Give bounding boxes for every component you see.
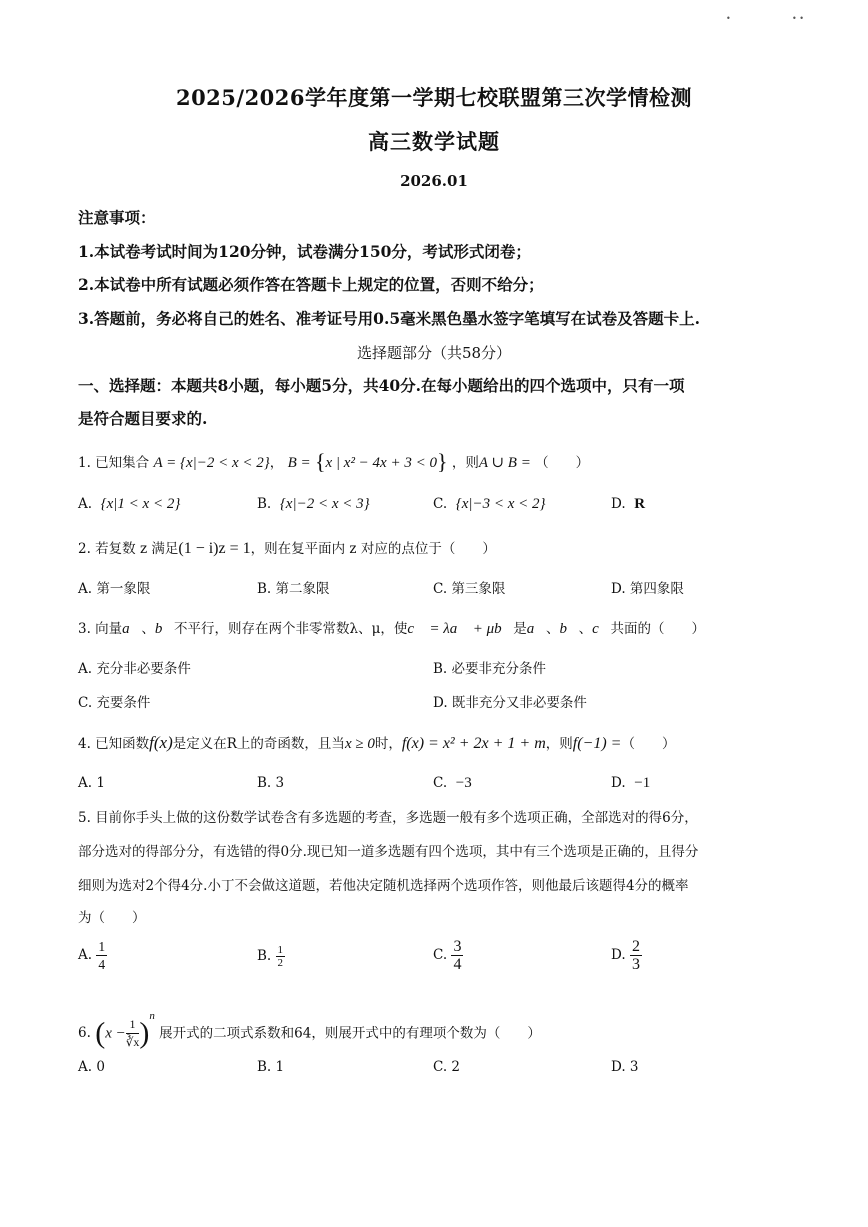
question-5-line-2: 部分选对的得部分分，有选错的得0分.现已知一道多选题有四个选项，其中有三个选项是正确的，且得分 [78, 844, 699, 860]
q5-option-d[interactable] [611, 938, 642, 973]
text-fragment: {x|−3 < x < 2} [455, 496, 546, 512]
question-1 [78, 449, 590, 474]
q5-fraction-d [630, 938, 642, 973]
notice-heading: 注意事项： [78, 208, 156, 227]
q2-option-a[interactable]: A. 第一象限 [78, 581, 151, 597]
question-6 [78, 1006, 541, 1051]
q2-expression: (1 − i)z = 1 [178, 540, 251, 557]
text-fragment: 3 [453, 938, 462, 955]
q1-separator: ， [269, 455, 284, 471]
notice-item-1: 1.本试卷考试时间为120分钟，试卷满分150分，考试形式闭卷； [78, 242, 531, 261]
q1-option-d[interactable] [611, 494, 645, 514]
corner-mark: • • [792, 14, 804, 23]
question-5-line-1: 5. 目前你手头上做的这份数学试卷含有多选题的考查，多选题一般有多个选项正确，全部选对的得6分， [78, 810, 698, 826]
q2-option-d[interactable]: D. 第四象限 [611, 581, 684, 597]
text-fragment: 6. [78, 1025, 91, 1041]
text-fragment: C. [433, 775, 448, 791]
q1-option-c[interactable] [433, 494, 546, 514]
text-fragment: 时， [374, 736, 402, 752]
q4-function: f(x) [149, 733, 173, 752]
corner-mark: • [726, 14, 731, 23]
text-fragment: B. [257, 948, 272, 964]
section-heading-line2: 是符合题目要求的. [78, 409, 208, 428]
text-fragment: D. [611, 496, 626, 512]
text-fragment: 、 [545, 621, 560, 637]
text-fragment: ∛x [125, 1035, 140, 1049]
q6-option-b[interactable]: B. 1 [257, 1059, 285, 1075]
exam-subtitle: 高三数学试题 [368, 129, 500, 154]
text-fragment: 4 [98, 957, 106, 972]
text-fragment: {x|−2 < x < 3} [279, 496, 370, 512]
text-fragment: D. [611, 947, 626, 963]
text-fragment: {x|1 < x < 2} [100, 496, 181, 512]
q3-expression: c⃗ = λa⃗ + μb⃗ [407, 621, 514, 637]
q1-brace-right: } [436, 449, 448, 474]
text-fragment: 2 [631, 938, 640, 955]
notice-item-3: 3.答题前，务必将自己的姓名、准考证号用0.5毫米黑色墨水签字笔填写在试卷及答题卡上. [78, 309, 701, 328]
text-fragment: 不平行，则存在两个非零常数λ、μ，使 [174, 621, 408, 637]
q5-fraction-a [96, 938, 107, 973]
q6-paren-right: ) [139, 1016, 150, 1050]
q6-tail: 展开式的二项式系数和64，则展开式中的有理项个数为（ ） [159, 1025, 541, 1042]
q2-tail: ，则在复平面内 z 对应的点位于（ ） [250, 541, 496, 557]
q6-option-a[interactable]: A. 0 [78, 1059, 105, 1075]
q4-option-c[interactable] [433, 773, 472, 793]
q1-prefix: 1. 已知集合 [78, 455, 150, 471]
q1-set-b-body: x | x² − 4x + 3 < 0 [325, 455, 437, 471]
text-fragment: A. [78, 496, 93, 512]
q3-option-d[interactable]: D. 既非充分又非必要条件 [433, 695, 587, 711]
text-fragment: 是 [513, 621, 527, 637]
q5-option-c[interactable] [433, 938, 463, 973]
q1-option-b[interactable] [257, 494, 370, 514]
q6-option-d[interactable]: D. 3 [611, 1059, 639, 1075]
text-fragment: −1 [634, 775, 651, 791]
text-fragment: 1 [98, 939, 106, 954]
text-fragment: B. [257, 496, 272, 512]
exam-date: 2026.01 [400, 172, 468, 190]
text-fragment: （ ） [621, 736, 676, 752]
q2-prefix: 2. 若复数 z 满足 [78, 541, 179, 557]
q1-brace-left: { [314, 449, 326, 474]
vector-a: a⃗ [122, 621, 142, 637]
text-fragment: 2 [277, 957, 284, 969]
text-fragment: D. [611, 775, 626, 791]
text-fragment: 4. 已知函数 [78, 736, 150, 752]
q1-option-a[interactable] [78, 494, 180, 514]
q6-term-x: x − [105, 1025, 126, 1042]
exam-title: 2025/2026学年度第一学期七校联盟第三次学情检测 [175, 85, 693, 110]
q6-fraction [126, 1016, 140, 1051]
question-5-line-3: 细则为选对2个得4分.小丁不会做这道题，若他决定随机选择两个选项作答，则他最后该题得4分的概率 [78, 878, 689, 894]
text-fragment: 共面的（ ） [610, 621, 705, 637]
q3-option-a[interactable]: A. 充分非必要条件 [78, 661, 191, 677]
text-fragment: 、 [578, 621, 593, 637]
q4-option-d[interactable] [611, 773, 650, 793]
q1-tail: ，则 [451, 455, 479, 471]
text-fragment: 、 [141, 621, 155, 637]
q5-option-a[interactable] [78, 938, 107, 973]
text-fragment: 是定义在R上的奇函数，且当 [172, 736, 345, 752]
question-2 [78, 539, 496, 559]
text-fragment: 4 [453, 956, 462, 973]
question-4 [78, 733, 675, 754]
q1-set-a: A = {x|−2 < x < 2} [153, 455, 270, 471]
text-fragment: a⃗ [526, 621, 546, 637]
q1-answer-paren: （ ） [535, 455, 590, 471]
question-5-line-4: 为（ ） [78, 910, 146, 926]
text-fragment: C. [433, 496, 448, 512]
part-title: 选择题部分（共58分） [356, 344, 512, 362]
section-heading-line1: 一、选择题：本题共8小题，每小题5分，共40分.在每小题给出的四个选项中，只有一项 [78, 376, 685, 395]
question-3 [78, 619, 705, 639]
q1-set-b-lhs: B = [287, 455, 311, 471]
text-fragment: C. [433, 947, 448, 963]
vector-b: b⃗ [154, 621, 175, 637]
q5-option-b[interactable] [257, 944, 285, 969]
vector-c: c⃗ [592, 621, 611, 637]
q6-paren-left: ( [95, 1016, 106, 1050]
text-fragment: 1 [126, 1016, 140, 1034]
q4-condition: x ≥ 0 [344, 736, 375, 752]
q4-option-a[interactable]: A. 1 [78, 775, 105, 791]
q5-fraction-c [451, 938, 463, 973]
text-fragment: R [634, 496, 646, 512]
q6-exponent: n [149, 1010, 155, 1022]
q3-option-c[interactable]: C. 充要条件 [78, 695, 151, 711]
q6-option-c[interactable]: C. 2 [433, 1059, 461, 1075]
q2-option-c[interactable]: C. 第三象限 [433, 581, 506, 597]
q1-union: A ∪ B = [478, 455, 531, 471]
q3-option-b[interactable]: B. 必要非充分条件 [433, 661, 547, 677]
text-fragment: 1 [277, 944, 284, 956]
q4-expression: f(x) = x² + 2x + 1 + m [401, 735, 546, 752]
notice-item-2: 2.本试卷中所有试题必须作答在答题卡上规定的位置，否则不给分； [78, 275, 544, 294]
text-fragment: −3 [455, 775, 472, 791]
text-fragment: b⃗ [559, 621, 579, 637]
q5-fraction-b [276, 944, 286, 969]
text-fragment: ，则 [545, 736, 573, 752]
text-fragment: A. [78, 947, 93, 963]
q4-ask: f(−1) = [572, 735, 622, 752]
q2-option-b[interactable]: B. 第二象限 [257, 581, 330, 597]
text-fragment: 3. 向量 [78, 621, 123, 637]
text-fragment: 3 [631, 956, 640, 973]
q4-option-b[interactable]: B. 3 [257, 775, 285, 791]
